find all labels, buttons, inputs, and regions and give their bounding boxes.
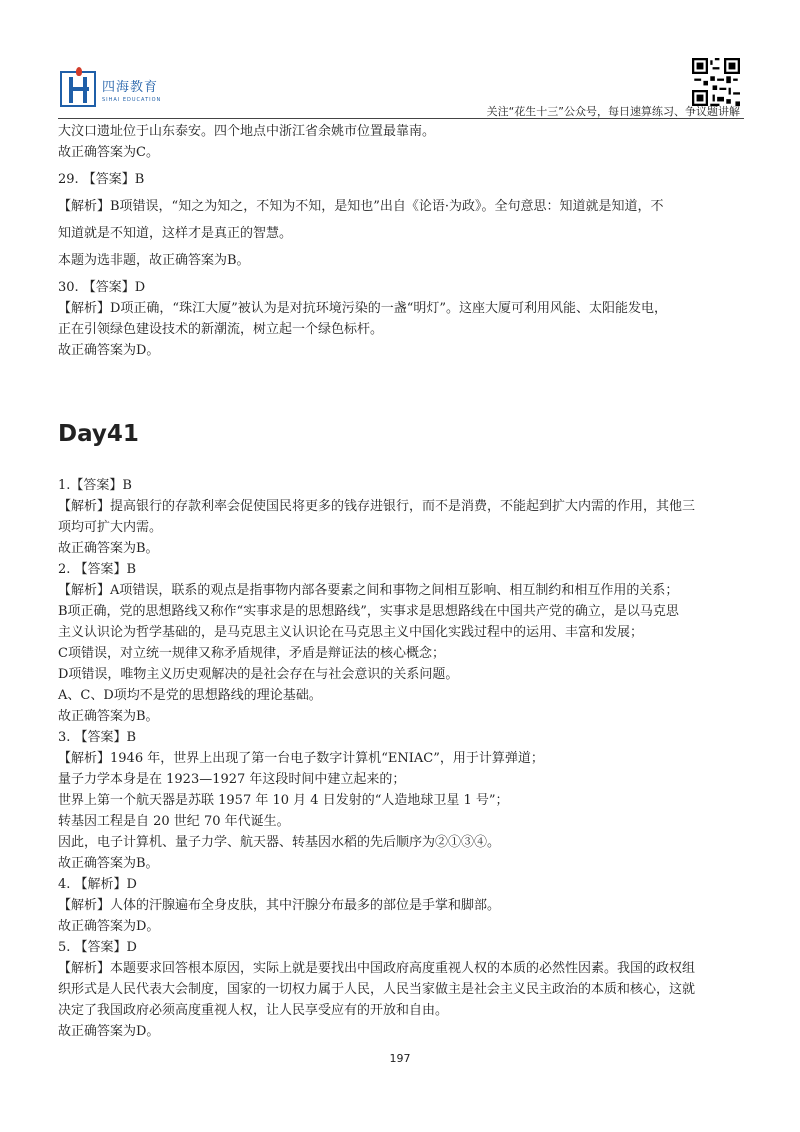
analysis-line: 决定了我国政府必须高度重视人权，让人民享受应有的开放和自由。 xyxy=(58,1003,449,1018)
answer-line: 3. 【答案】B xyxy=(58,730,137,745)
header-slogan: 关注“花生十三”公众号，每日速算练习、争议题讲解 xyxy=(486,105,740,118)
page-number: 197 xyxy=(389,1052,411,1065)
analysis-line: 【解析】B项错误，“知之为知之，不知为不知，是知也”出自《论语·为政》。全句意思：知道就是知道，不 xyxy=(58,199,664,214)
text-line: 故正确答案为D。 xyxy=(58,919,160,934)
text-line: 故正确答案为B。 xyxy=(58,856,159,871)
section-title: Day41 xyxy=(58,421,139,447)
analysis-line: 织形式是人民代表大会制度，国家的一切权力属于人民，人民当家做主是社会主义民主政治的本质和核心，这就 xyxy=(58,982,696,997)
analysis-line: B项正确，党的思想路线又称作“实事求是的思想路线”，实事求是思想路线在中国共产党的确立，是以马克思 xyxy=(58,604,679,619)
analysis-line: 量子力学本身是在 1923—1927 年这段时间中建立起来的； xyxy=(58,772,406,787)
answer-line: 2. 【答案】B xyxy=(58,562,137,577)
analysis-line: A、C、D项均不是党的思想路线的理论基础。 xyxy=(58,688,322,703)
text-line: 故正确答案为D。 xyxy=(58,343,160,358)
header-divider xyxy=(58,118,744,119)
logo xyxy=(60,71,161,107)
text-line: 故正确答案为B。 xyxy=(58,541,159,556)
analysis-line: 【解析】D项正确，“珠江大厦”被认为是对抗环境污染的一盏“明灯”。这座大厦可利用风能、太阳能发电， xyxy=(58,301,668,316)
answer-line: 5. 【答案】D xyxy=(58,940,137,955)
analysis-line: 正在引领绿色建设技术的新潮流，树立起一个绿色标杆。 xyxy=(58,322,384,337)
analysis-line: C项错误，对立统一规律又称矛盾规律，矛盾是辩证法的核心概念； xyxy=(58,646,445,661)
text-line: 本题为选非题，故正确答案为B。 xyxy=(58,253,250,268)
answer-line: 4. 【解析】D xyxy=(58,877,137,892)
analysis-line: 项均可扩大内需。 xyxy=(58,520,163,535)
analysis-line: 【解析】A项错误，联系的观点是指事物内部各要素之间和事物之间相互影响、相互制约和相互作用的关系； xyxy=(58,583,679,598)
analysis-line: 转基因工程是自 20 世纪 70 年代诞生。 xyxy=(58,814,290,829)
text-line: 故正确答案为B。 xyxy=(58,709,159,724)
text-line: 故正确答案为D。 xyxy=(58,1024,160,1039)
analysis-line: 因此，电子计算机、量子力学、航天器、转基因水稻的先后顺序为②①③④。 xyxy=(58,835,501,850)
page-header xyxy=(58,56,744,118)
analysis-line: 主义认识论为哲学基础的，是马克思主义认识论在马克思主义中国化实践过程中的运用、丰富和发展； xyxy=(58,625,644,640)
qr-code-icon xyxy=(692,58,740,106)
answer-line: 30. 【答案】D xyxy=(58,280,146,295)
logo-name: 四海教育 xyxy=(102,79,159,95)
logo-subtitle: SIHAI EDUCATION xyxy=(102,96,162,103)
analysis-line: 【解析】提高银行的存款利率会促使国民将更多的钱存进银行，而不是消费，不能起到扩大内需的作用，其他三 xyxy=(58,499,696,514)
answer-line: 29. 【答案】B xyxy=(58,172,145,187)
page-content xyxy=(58,121,748,1042)
text-line: 故正确答案为C。 xyxy=(58,145,159,160)
analysis-line: 【解析】1946 年，世界上出现了第一台电子数字计算机“ENIAC”，用于计算弹道； xyxy=(58,751,544,766)
analysis-line: D项错误，唯物主义历史观解决的是社会存在与社会意识的关系问题。 xyxy=(58,667,459,682)
text-line: 大汶口遗址位于山东泰安。四个地点中浙江省余姚市位置最靠南。 xyxy=(58,124,436,139)
analysis-line: 【解析】本题要求回答根本原因，实际上就是要找出中国政府高度重视人权的本质的必然性因素。我国的政权组 xyxy=(58,961,696,976)
logo-icon xyxy=(60,71,96,107)
answer-line: 1.【答案】B xyxy=(58,478,132,493)
analysis-line: 知道就是不知道，这样才是真正的智慧。 xyxy=(58,226,293,241)
analysis-line: 世界上第一个航天器是苏联 1957 年 10 月 4 日发射的“人造地球卫星 1 号”； xyxy=(58,793,509,808)
analysis-line: 【解析】人体的汗腺遍布全身皮肤，其中汗腺分布最多的部位是手掌和脚部。 xyxy=(58,898,501,913)
